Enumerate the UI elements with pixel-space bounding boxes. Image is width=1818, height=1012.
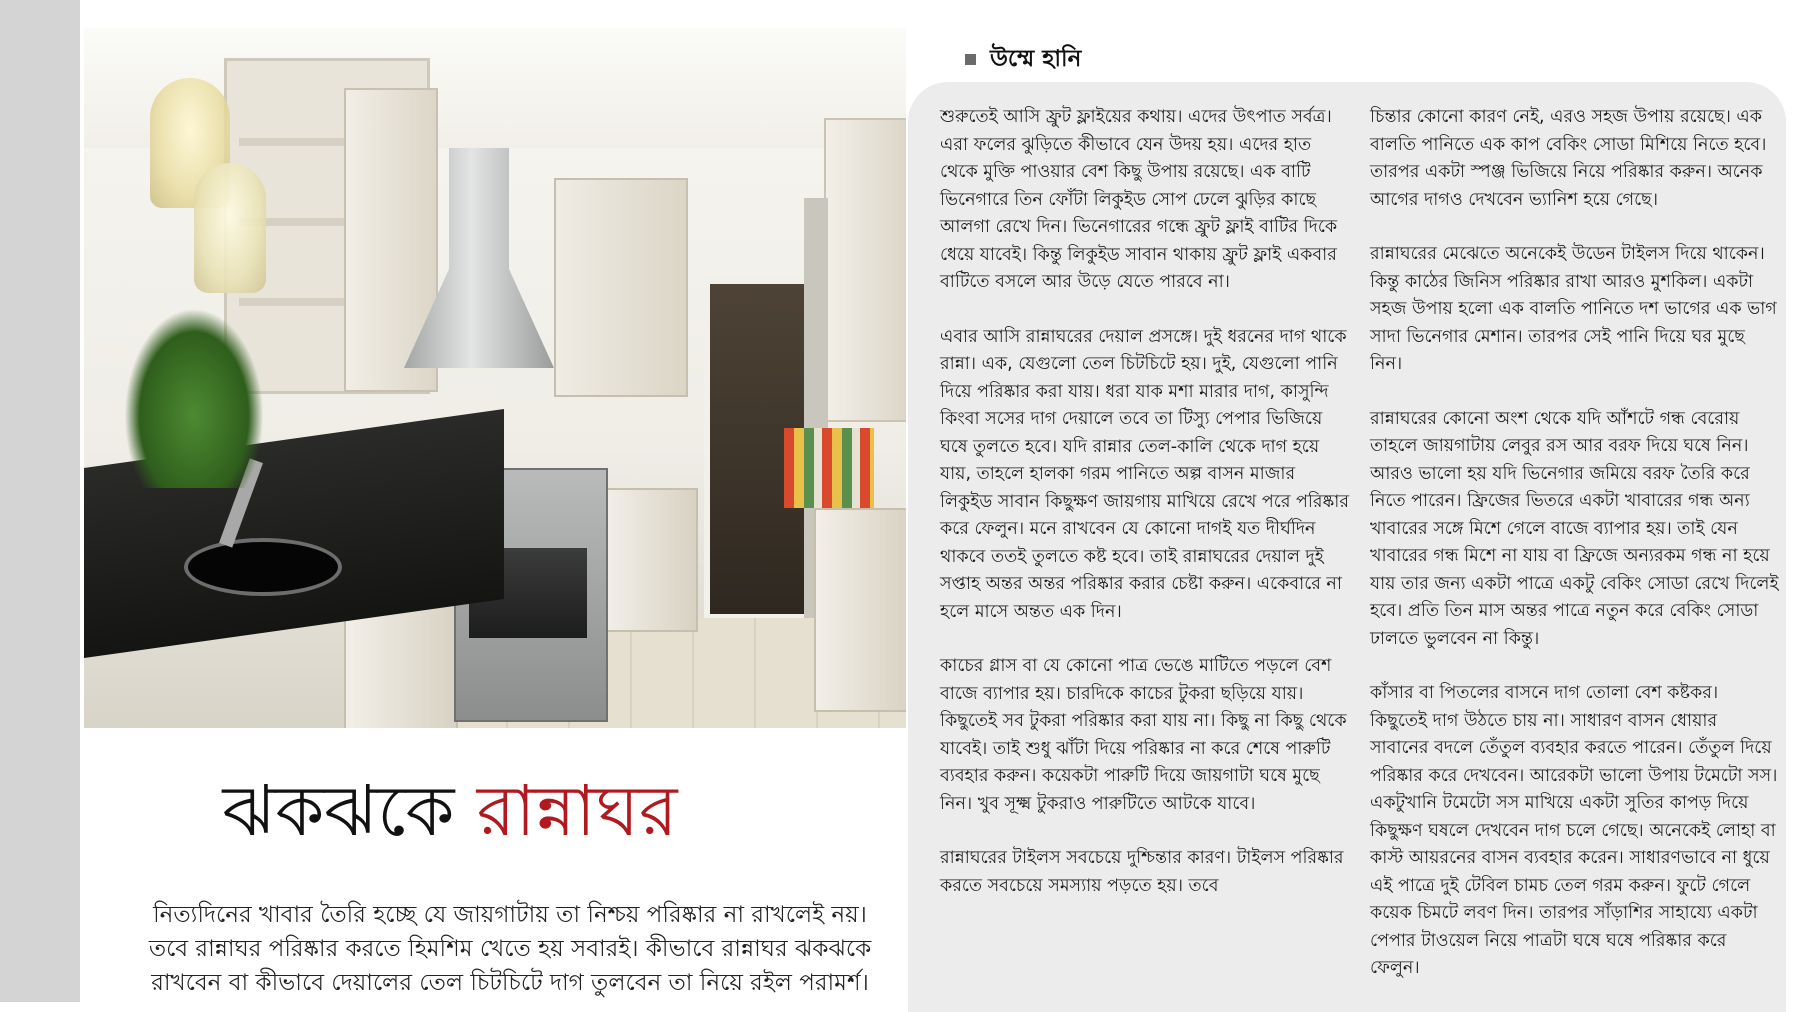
paragraph: কাচের গ্লাস বা যে কোনো পাত্র ভেঙে মাটিতে পড়লে বেশ বাজে ব্যাপার হয়। চারদিকে কাচের টুকরা ছড়িয়ে যায়। কিছুতেই সব টুকরা পরিষ্কার করা যায় না। কিছু না কিছু থেকে যাবেই। তাই শুধু ঝাঁটা দিয়ে পরিষ্কার না করে শেষে পারুটি ব্যবহার করুন। কয়েকটা পারুটি দিয়ে জায়গাটা ঘষে মুছে নিন। খুব সূক্ষ্ম টুকরাও পারুটিতে আটকে যাবে। xyxy=(940,656,1347,814)
right-upper-cabinet xyxy=(824,118,906,422)
byline xyxy=(965,40,1081,79)
headline xyxy=(0,768,900,854)
square-bullet-icon xyxy=(965,54,976,65)
paragraph: রান্নাঘরের টাইলস সবচেয়ে দুশ্চিন্তার কারণ। টাইলস পরিষ্কার করতে সবচেয়ে সমস্যায় পড়তে হয়। তবে xyxy=(940,848,1344,896)
potted-plant xyxy=(124,308,264,488)
paragraph: কাঁসার বা পিতলের বাসনে দাগ তোলা বেশ কষ্টকর। কিছুতেই দাগ উঠতে চায় না। সাধারণ বাসন ধোয়ার সাবানের বদলে তেঁতুল ব্যবহার করতে পারেন। তেঁতুল দিয়ে পরিষ্কার করে দেখবেন। আরেকটা ভালো উপায় টমেটো সস। একটুখানি টমেটো সস মাখিয়ে একটা সুতির কাপড় দিয়ে কিছুক্ষণ ঘষলে দেখবেন দাগ চলে গেছে। অনেকেই লোহা বা কাস্ট আয়রনের বাসন ব্যবহার করেন। সাধারণভাবে না ধুয়ে এই পাত্রে দুই টেবিল চামচ তেল গরম করুন। ফুটে গেলে কয়েক চিমটে লবণ দিন। তারপর সাঁড়াশির সাহায্যে একটা পেপার টাওয়েল নিয়ে পাত্রটা ঘষে ঘষে পরিষ্কার করে ফেলুন। xyxy=(1370,683,1778,978)
article-column-2 xyxy=(1370,104,1780,1010)
paragraph: রান্নাঘরের কোনো অংশ থেকে যদি আঁশটে গন্ধ বেরোয় তাহলে জায়গাটায় লেবুর রস আর বরফ দিয়ে ঘষে নিন। আরও ভালো হয় যদি ভিনেগার জমিয়ে বরফ তৈরি করে নিতে পারেন। ফ্রিজের ভিতরে একটা খাবারের গন্ধ অন্য খাবারের সঙ্গে মিশে গেলে বাজে ব্যাপার হয়। তাই যেন খাবারের গন্ধ মিশে না যায় বা ফ্রিজে অন্যরকম গন্ধ না হয়ে যায় তার জন্য একটা পাত্রে একটু বেকিং সোডা রেখে দিলেই হবে। প্রতি তিন মাস অন্তর পাত্রে নতুন করে বেকিং সোডা ঢালতে ভুলবেন না কিন্তু। xyxy=(1370,408,1779,649)
paragraph: চিন্তার কোনো কারণ নেই, এরও সহজ উপায় রয়েছে। এক বালতি পানিতে এক কাপ বেকিং সোডা মিশিয়ে নিতে হবে। তারপর একটা স্পঞ্জ ভিজিয়ে নিয়ে পরিষ্কার করুন। অনেক আগের দাগও দেখবেন ভ্যানিশ হয়ে গেছে। xyxy=(1370,107,1767,210)
headline-word-2: রান্নাঘর xyxy=(476,770,678,852)
lower-cabinet xyxy=(604,488,698,632)
headline-word-1: ঝকঝকে xyxy=(222,770,455,852)
kitchen-photo xyxy=(84,28,906,728)
intro-text: নিত্যদিনের খাবার তৈরি হচ্ছে যে জায়গাটায় তা নিশ্চয় পরিষ্কার না রাখলেই নয়। তবে রান্নাঘর পরিষ্কার করতে হিমশিম খেতে হয় সবারই। কীভাবে রান্নাঘর ঝকঝকে রাখবেন বা কীভাবে দেয়ালের তেল চিটচিটে দাগ তুলবেন তা নিয়ে রইল পরামর্শ। xyxy=(148,902,872,996)
paragraph: রান্নাঘরের মেঝেতে অনেকেই উডেন টাইলস দিয়ে থাকেন। কিন্তু কাঠের জিনিস পরিষ্কার রাখা আরও মুশকিল। একটা সহজ উপায় হলো এক বালতি পানিতে দশ ভাগের এক ভাগ সাদা ভিনেগার মেশান। তারপর সেই পানি দিয়ে ঘর মুছে নিন। xyxy=(1370,244,1777,374)
paragraph: শুরুতেই আসি ফ্রুট ফ্লাইয়ের কথায়। এদের উৎপাত সর্বত্র। এরা ফলের ঝুড়িতে কীভাবে যেন উদয় হয়। এদের হাত থেকে মুক্তি পাওয়ার বেশ কিছু উপায় রয়েছে। এক বাটি ভিনেগারে তিন ফোঁটা লিকুইড সোপ ঢেলে ঝুড়ির কাছে আলগা রেখে দিন। ভিনেগারের গন্ধে ফ্রুট ফ্লাই বাটির দিকে ধেয়ে যাবেই। কিন্তু লিকুইড সাবান থাকায় ফ্রুট ফ্লাই একবার বাটিতে বসলে আর উড়ে যেতে পারবে না। xyxy=(940,107,1338,292)
sink xyxy=(184,538,342,596)
paragraph: এবার আসি রান্নাঘরের দেয়াল প্রসঙ্গে। দুই ধরনের দাগ থাকে রান্না। এক, যেগুলো তেল চিটচিটে হয়। দুই, যেগুলো পানি দিয়ে পরিষ্কার করা যায়। ধরা যাক মশা মারার দাগ, কাসুন্দি কিংবা সসের দাগ দেয়ালে তবে তা টিস্যু পেপার ভিজিয়ে ঘষে তুলতে হবে। যদি রান্নার তেল-কালি থেকে দাগ হয়ে যায়, তাহলে হালকা গরম পানিতে অল্প বাসন মাজার লিকুইড সাবান কিছুক্ষণ জায়গায় মাখিয়ে রেখে পরে পরিষ্কার করে ফেলুন। মনে রাখবেন যে কোনো দাগই যত দীর্ঘদিন থাকবে ততই তুলতে কষ্ট হবে। তাই রান্নাঘরের দেয়াল দুই সপ্তাহ অন্তর অন্তর পরিষ্কার করার চেষ্টা করুন। একেবারে না হলে মাসে অন্তত এক দিন। xyxy=(940,326,1349,622)
article-column-1 xyxy=(940,104,1350,927)
author-name: উম্মে হানি xyxy=(990,46,1082,72)
pendant-lamp xyxy=(194,163,266,293)
lower-cabinet xyxy=(814,508,906,712)
cookbooks xyxy=(784,428,874,508)
glass-cabinet xyxy=(554,178,688,397)
